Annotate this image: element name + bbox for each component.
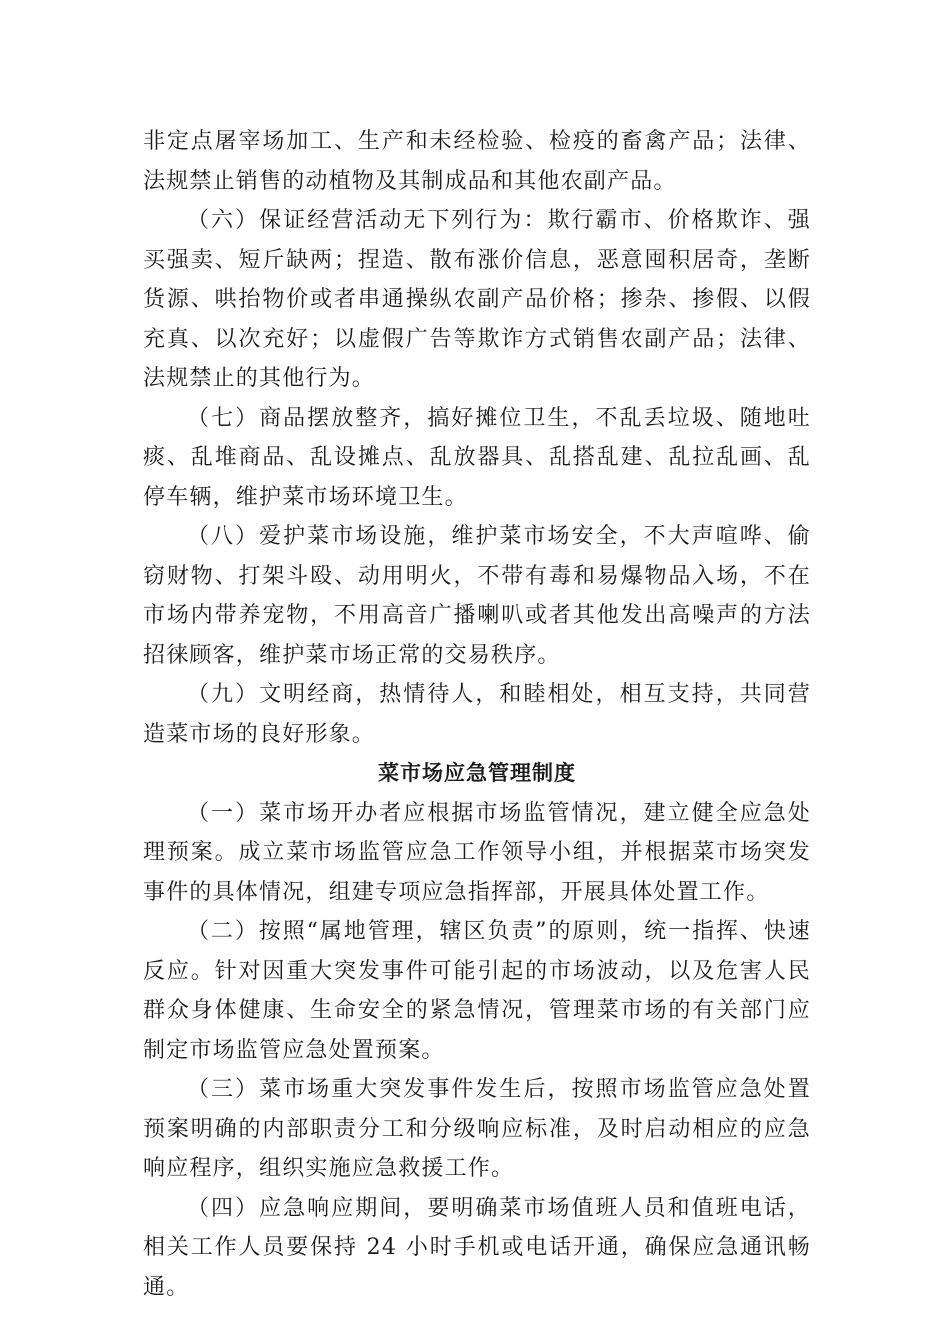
paragraph-item-9: （九）文明经商，热情待人，和睦相处，相互支持，共同营造菜市场的良好形象。 bbox=[143, 682, 811, 747]
section-title: 菜市场应急管理制度 bbox=[378, 761, 576, 785]
paragraph-continuation: 非定点屠宰场加工、生产和未经检验、检疫的畜禽产品；法律、法规禁止销售的动植物及其制成品和其他农副产品。 bbox=[143, 129, 811, 194]
paragraph-item-8: （八）爱护菜市场设施，维护菜市场安全，不大声喧哗、偷窃财物、打架斗殴、动用明火，不带有毒和易爆物品入场，不在市场内带养宠物，不用高音广播喇叭或者其他发出高噪声的方法招徕顾客，维护菜市场正常的交易秩序。 bbox=[143, 524, 811, 668]
paragraph-emergency-2: （二）按照“属地管理，辖区负责”的原则，统一指挥、快速反应。针对因重大突发事件可能引起的市场波动，以及危害人民群众身体健康、生命安全的紧急情况，管理菜市场的有关部门应制定市场监管应急处置预案。 bbox=[143, 919, 811, 1063]
paragraph-emergency-3: （三）菜市场重大突发事件发生后，按照市场监管应急处置预案明确的内部职责分工和分级响应标准，及时启动相应的应急响应程序，组织实施应急救援工作。 bbox=[143, 1077, 811, 1181]
paragraph-emergency-1: （一）菜市场开办者应根据市场监管情况，建立健全应急处理预案。成立菜市场监管应急工作领导小组，并根据菜市场突发事件的具体情况，组建专项应急指挥部，开展具体处置工作。 bbox=[143, 800, 811, 905]
paragraph-emergency-4: （四）应急响应期间，要明确菜市场值班人员和值班电话，相关工作人员要保持 24 小时手机或电话开通，确保应急通讯畅通。 bbox=[143, 1195, 811, 1300]
document-body bbox=[143, 122, 811, 1307]
paragraph-item-6: （六）保证经营活动无下列行为：欺行霸市、价格欺诈、强买强卖、短斤缺两；捏造、散布涨价信息，恶意囤积居奇，垄断货源、哄抬物价或者串通操纵农副产品价格；掺杂、掺假、以假充真、以次充好；以虚假广告等欺诈方式销售农副产品；法律、法规禁止的其他行为。 bbox=[143, 208, 811, 391]
paragraph-item-7: （七）商品摆放整齐，搞好摊位卫生，不乱丢垃圾、随地吐痰、乱堆商品、乱设摊点、乱放器具、乱搭乱建、乱拉乱画、乱停车辆，维护菜市场环境卫生。 bbox=[143, 405, 811, 510]
